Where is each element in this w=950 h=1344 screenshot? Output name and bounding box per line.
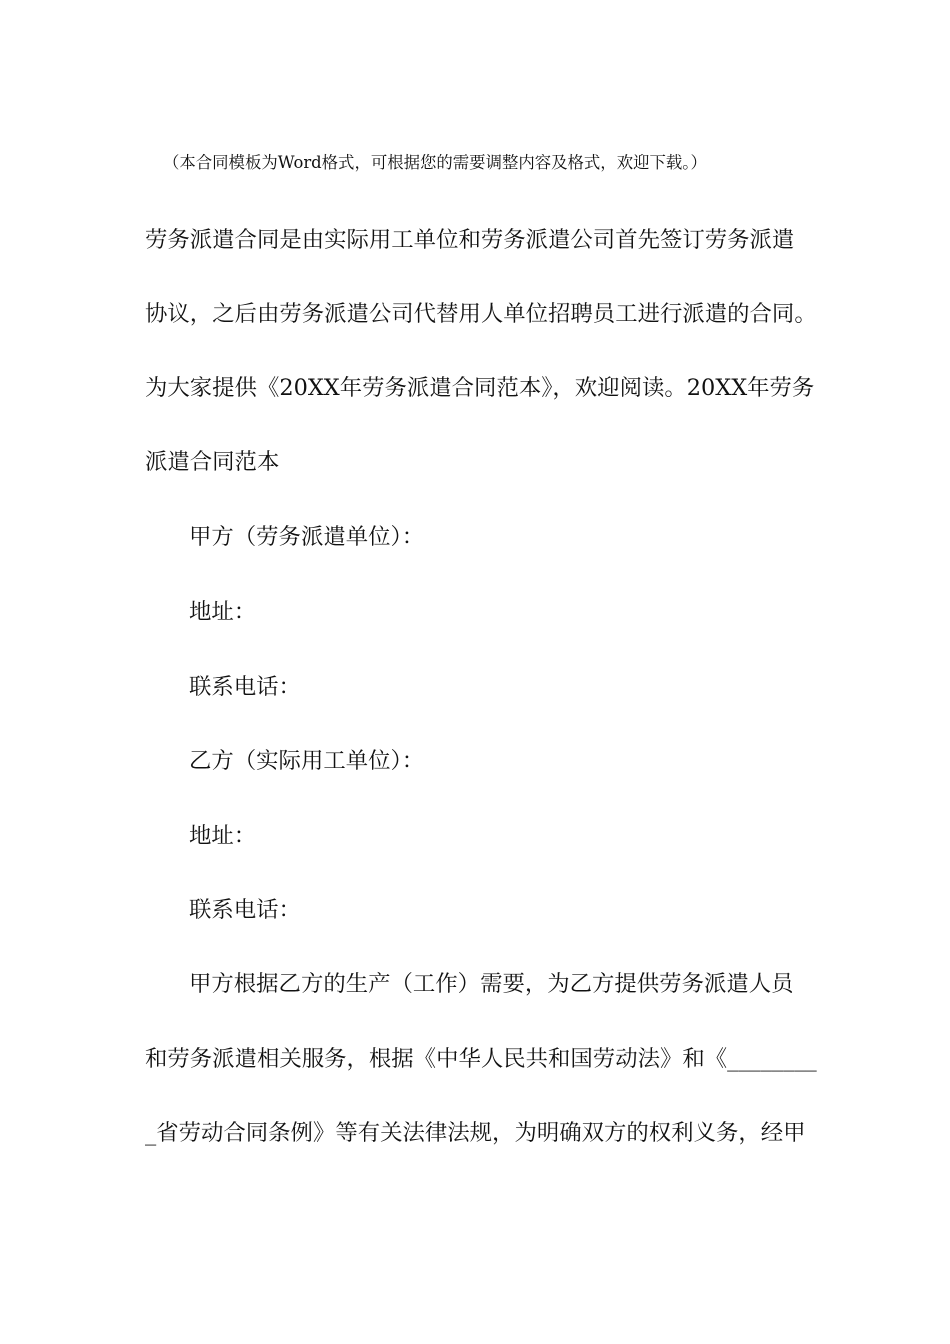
party-b-name-label: 乙方（实际用工单位）： [189, 748, 425, 774]
party-b-address-label: 地址： [189, 823, 257, 849]
body-line-1: 甲方根据乙方的生产（工作）需要，为乙方提供劳务派遣人员 [189, 971, 794, 997]
party-a-phone-label: 联系电话： [189, 674, 301, 700]
intro-line-3: 为大家提供《20XX年劳务派遣合同范本》，欢迎阅读。20XX年劳务 [145, 375, 815, 401]
party-a-address-label: 地址： [189, 599, 257, 625]
body-line-3: _省劳动合同条例》等有关法律法规，为明确双方的权利义务，经甲 [145, 1120, 806, 1146]
intro-line-2: 协议，之后由劳务派遣公司代替用人单位招聘员工进行派遣的合同。 [145, 301, 817, 327]
template-note: （本合同模板为Word格式，可根据您的需要调整内容及格式，欢迎下载。） [163, 153, 707, 172]
party-a-name-label: 甲方（劳务派遣单位）： [189, 524, 425, 550]
intro-line-4: 派遣合同范本 [145, 449, 280, 475]
body-line-2: 和劳务派遣相关服务，根据《中华人民共和国劳动法》和《________ [145, 1046, 817, 1072]
party-b-phone-label: 联系电话： [189, 897, 301, 923]
intro-line-1: 劳务派遣合同是由实际用工单位和劳务派遣公司首先签订劳务派遣 [145, 227, 795, 253]
